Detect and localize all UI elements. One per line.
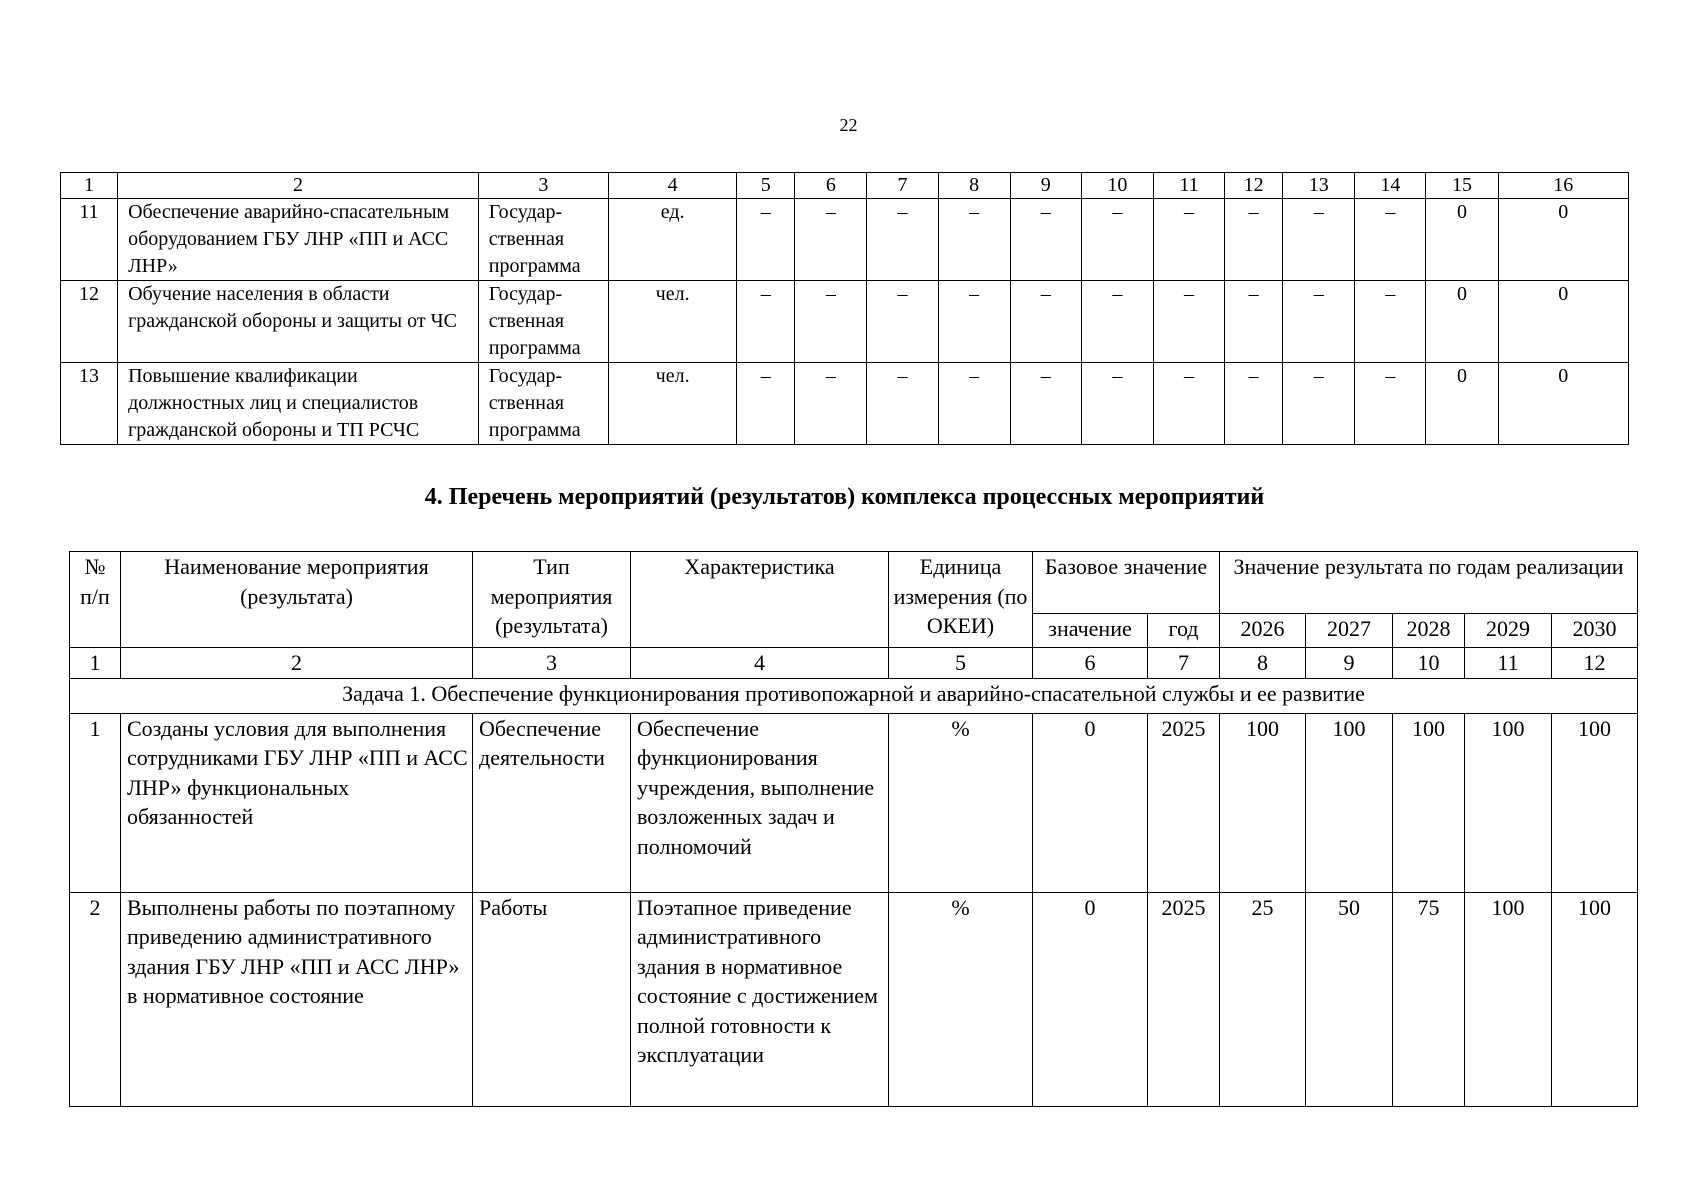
header-year: 2027 xyxy=(1306,614,1393,648)
value-cell: – xyxy=(1153,281,1224,363)
table-row xyxy=(61,363,1629,445)
value-cell: – xyxy=(1283,281,1355,363)
header-year: 2029 xyxy=(1465,614,1552,648)
row-number: 12 xyxy=(61,281,118,363)
year-value: 100 xyxy=(1306,713,1393,892)
activity-characteristic: Обеспечение функционирования учреждения, выполнение возложенных задач и полномочий xyxy=(631,713,889,892)
value-cell: 0 xyxy=(1426,281,1498,363)
header-base-year: год xyxy=(1148,614,1220,648)
header-base-value: значение xyxy=(1033,614,1148,648)
col-num: 5 xyxy=(737,173,795,199)
value-cell: – xyxy=(938,281,1010,363)
activity-name: Созданы условия для выполнения сотрудниками ГБУ ЛНР «ПП и АСС ЛНР» функциональных обязанностей xyxy=(121,713,473,892)
indicator-unit: чел. xyxy=(609,281,737,363)
value-cell: 0 xyxy=(1498,281,1628,363)
base-value: 0 xyxy=(1033,713,1148,892)
col-num: 6 xyxy=(795,173,867,199)
col-num: 5 xyxy=(889,648,1033,679)
year-value: 100 xyxy=(1465,713,1552,892)
table-row xyxy=(61,199,1629,281)
col-num: 2 xyxy=(121,648,473,679)
indicator-unit: ед. xyxy=(609,199,737,281)
header-year: 2026 xyxy=(1220,614,1306,648)
value-cell: – xyxy=(938,199,1010,281)
header-year: 2028 xyxy=(1393,614,1465,648)
col-num: 15 xyxy=(1426,173,1498,199)
value-cell: – xyxy=(1225,199,1283,281)
value-cell: 0 xyxy=(1498,363,1628,445)
value-cell: – xyxy=(867,363,938,445)
year-value: 100 xyxy=(1552,892,1638,1106)
value-cell: – xyxy=(795,281,867,363)
header-row xyxy=(70,552,1638,614)
header-name: Наименование мероприятия (результата) xyxy=(121,552,473,648)
col-num: 4 xyxy=(631,648,889,679)
value-cell: – xyxy=(1010,281,1081,363)
activity-unit: % xyxy=(889,892,1033,1106)
indicator-name: Обучение населения в области гражданской обороны и защиты от ЧС xyxy=(118,281,479,363)
value-cell: – xyxy=(1283,363,1355,445)
header-characteristic: Характеристика xyxy=(631,552,889,648)
value-cell: – xyxy=(1010,363,1081,445)
col-num: 7 xyxy=(867,173,938,199)
value-cell: – xyxy=(1355,199,1426,281)
value-cell: – xyxy=(1225,363,1283,445)
value-cell: 0 xyxy=(1498,199,1628,281)
year-value: 100 xyxy=(1220,713,1306,892)
col-num: 12 xyxy=(1552,648,1638,679)
col-num: 10 xyxy=(1081,173,1153,199)
col-num: 11 xyxy=(1153,173,1224,199)
col-num: 6 xyxy=(1033,648,1148,679)
col-num: 1 xyxy=(70,648,121,679)
col-num: 4 xyxy=(609,173,737,199)
base-value: 0 xyxy=(1033,892,1148,1106)
value-cell: – xyxy=(1355,363,1426,445)
base-year: 2025 xyxy=(1148,713,1220,892)
indicators-table-continued xyxy=(60,172,1629,445)
value-cell: – xyxy=(737,281,795,363)
header-result: Значение результата по годам реализации xyxy=(1220,552,1638,614)
value-cell: – xyxy=(867,281,938,363)
value-cell: – xyxy=(1283,199,1355,281)
activity-type: Работы xyxy=(473,892,631,1106)
value-cell: – xyxy=(1153,363,1224,445)
value-cell: – xyxy=(1081,281,1153,363)
col-num: 8 xyxy=(1220,648,1306,679)
col-num: 16 xyxy=(1498,173,1628,199)
activity-unit: % xyxy=(889,713,1033,892)
task-row xyxy=(70,678,1638,713)
col-num: 9 xyxy=(1306,648,1393,679)
col-num: 9 xyxy=(1010,173,1081,199)
value-cell: – xyxy=(1153,199,1224,281)
value-cell: – xyxy=(1225,281,1283,363)
year-value: 100 xyxy=(1465,892,1552,1106)
col-num: 11 xyxy=(1465,648,1552,679)
header-year: 2030 xyxy=(1552,614,1638,648)
indicator-name: Обеспечение аварийно-спасательным оборудованием ГБУ ЛНР «ПП и АСС ЛНР» xyxy=(118,199,479,281)
col-num: 7 xyxy=(1148,648,1220,679)
section-heading: 4. Перечень мероприятий (результатов) комплекса процессных мероприятий xyxy=(424,484,1265,510)
value-cell: – xyxy=(737,199,795,281)
indicator-level: Государ-ственная программа xyxy=(478,199,608,281)
year-value: 100 xyxy=(1552,713,1638,892)
col-num: 3 xyxy=(478,173,608,199)
activities-table xyxy=(69,551,1638,1107)
task-title: Задача 1. Обеспечение функционирования противопожарной и аварийно-спасательной службы и ее развитие xyxy=(70,678,1638,713)
row-number: 1 xyxy=(70,713,121,892)
table-row xyxy=(61,281,1629,363)
page-number: 22 xyxy=(839,115,858,135)
col-num: 2 xyxy=(118,173,479,199)
column-number-row xyxy=(70,648,1638,679)
value-cell: – xyxy=(867,199,938,281)
year-value: 25 xyxy=(1220,892,1306,1106)
col-num: 13 xyxy=(1283,173,1355,199)
year-value: 100 xyxy=(1393,713,1465,892)
header-base: Базовое значение xyxy=(1033,552,1220,614)
col-num: 8 xyxy=(938,173,1010,199)
header-unit: Единица измерения (по ОКЕИ) xyxy=(889,552,1033,648)
value-cell: – xyxy=(1081,199,1153,281)
row-number: 2 xyxy=(70,892,121,1106)
col-num: 14 xyxy=(1355,173,1426,199)
indicator-level: Государ-ственная программа xyxy=(478,363,608,445)
col-num: 12 xyxy=(1225,173,1283,199)
table-row xyxy=(70,713,1638,892)
year-value: 75 xyxy=(1393,892,1465,1106)
header-type: Тип мероприятия (результата) xyxy=(473,552,631,648)
row-number: 11 xyxy=(61,199,118,281)
value-cell: 0 xyxy=(1426,199,1498,281)
value-cell: 0 xyxy=(1426,363,1498,445)
row-number: 13 xyxy=(61,363,118,445)
value-cell: – xyxy=(795,363,867,445)
indicator-level: Государ-ственная программа xyxy=(478,281,608,363)
activity-characteristic: Поэтапное приведение административного здания в нормативное состояние с достижением полной готовности к эксплуатации xyxy=(631,892,889,1106)
col-num: 10 xyxy=(1393,648,1465,679)
column-number-row xyxy=(61,173,1629,199)
indicator-unit: чел. xyxy=(609,363,737,445)
value-cell: – xyxy=(737,363,795,445)
table-row xyxy=(70,892,1638,1106)
activity-type: Обеспечение деятельности xyxy=(473,713,631,892)
indicator-name: Повышение квалификации должностных лиц и специалистов гражданской обороны и ТП РСЧС xyxy=(118,363,479,445)
activity-name: Выполнены работы по поэтапному приведению административного здания ГБУ ЛНР «ПП и АСС ЛНР» в нормативное состояние xyxy=(121,892,473,1106)
base-year: 2025 xyxy=(1148,892,1220,1106)
value-cell: – xyxy=(1010,199,1081,281)
value-cell: – xyxy=(938,363,1010,445)
value-cell: – xyxy=(795,199,867,281)
header-num: № п/п xyxy=(70,552,121,648)
year-value: 50 xyxy=(1306,892,1393,1106)
value-cell: – xyxy=(1355,281,1426,363)
col-num: 1 xyxy=(61,173,118,199)
value-cell: – xyxy=(1081,363,1153,445)
col-num: 3 xyxy=(473,648,631,679)
